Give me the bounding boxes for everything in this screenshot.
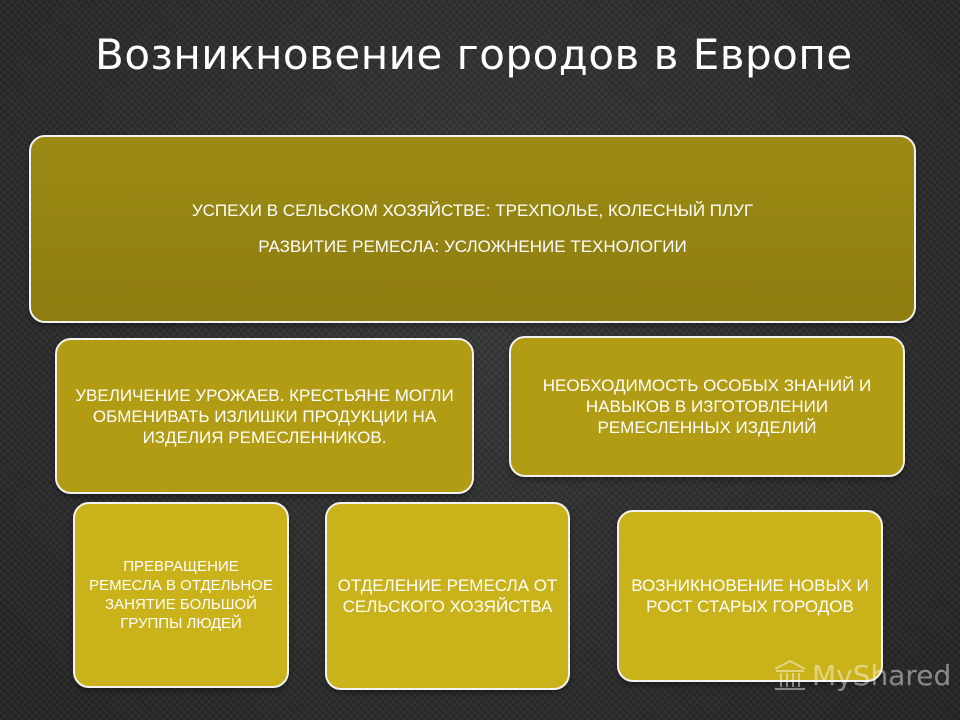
box-agriculture-crafts — [29, 135, 916, 323]
slide-title: Возникновение городов в Европе — [95, 30, 853, 79]
box-craft-occupation-text: ПРЕВРАЩЕНИЕ РЕМЕСЛА В ОТДЕЛЬНОЕ ЗАНЯТИЕ БОЛЬШОЙ ГРУППЫ ЛЮДЕЙ — [89, 558, 273, 632]
box-craft-separation — [325, 502, 570, 690]
box-top-line-1: УСПЕХИ В СЕЛЬСКОМ ХОЗЯЙСТВЕ: ТРЕХПОЛЬЕ, КОЛЕСНЫЙ ПЛУГ — [191, 201, 754, 220]
box-cities-emergence-text: ВОЗНИКНОВЕНИЕ НОВЫХ И РОСТ СТАРЫХ ГОРОДОВ — [631, 576, 869, 616]
box-harvest-increase-text: УВЕЛИЧЕНИЕ УРОЖАЕВ. КРЕСТЬЯНЕ МОГЛИ ОБМЕНИВАТЬ ИЗЛИШКИ ПРОДУКЦИИ НА ИЗДЕЛИЯ РЕМЕСЛЕННИКОВ. — [75, 385, 454, 447]
building-icon — [772, 657, 808, 693]
box-special-skills-text: НЕОБХОДИМОСТЬ ОСОБЫХ ЗНАНИЙ И НАВЫКОВ В ИЗГОТОВЛЕНИИ РЕМЕСЛЕННЫХ ИЗДЕЛИЙ — [542, 376, 872, 437]
box-harvest-increase — [55, 338, 474, 494]
box-craft-separation-text: ОТДЕЛЕНИЕ РЕМЕСЛА ОТ СЕЛЬСКОГО ХОЗЯЙСТВА — [337, 576, 558, 616]
box-top-line-2: РАЗВИТИЕ РЕМЕСЛА: УСЛОЖНЕНИЕ ТЕХНОЛОГИИ — [258, 237, 687, 256]
watermark — [772, 655, 951, 695]
box-special-skills — [509, 336, 905, 477]
watermark-text: MyShared — [812, 658, 952, 692]
box-craft-occupation — [73, 502, 289, 688]
